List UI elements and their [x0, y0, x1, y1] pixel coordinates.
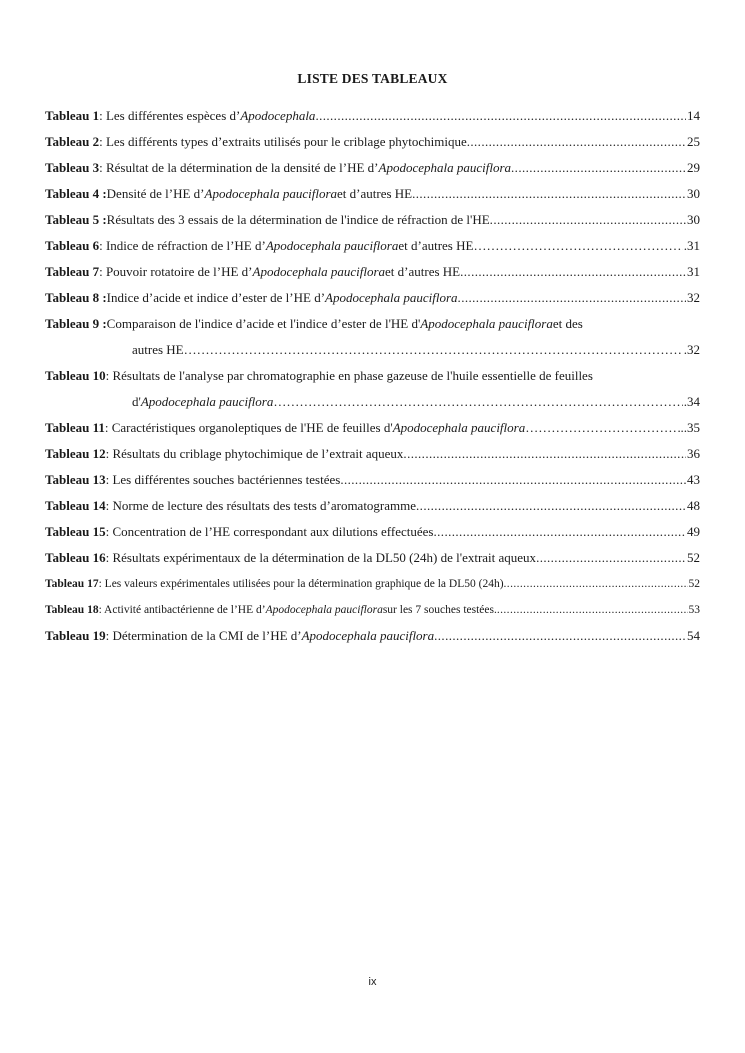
entry-label: Tableau 7: [45, 264, 100, 279]
entry-page-number: 48: [687, 498, 700, 513]
species-name: Apodocephala pauciflora: [325, 290, 458, 305]
entry-page-number: .32: [683, 342, 700, 357]
entry-label: Tableau 6: [45, 238, 100, 253]
entry-text: : Résultats expérimentaux de la détermination de la DL50 (24h) de l'extrait aqueux: [105, 550, 537, 565]
dot-leader: [536, 548, 686, 568]
toc-entry: [45, 444, 700, 470]
entry-text: : Indice de réfraction de l’HE d’: [99, 238, 266, 253]
entry-label: Tableau 18: [45, 604, 99, 616]
entry-text: et d’autres HE: [337, 186, 413, 201]
species-name: Apodocephala pauciflora: [392, 420, 526, 435]
entry-text: autres HE: [132, 342, 184, 357]
toc-entry: [45, 132, 700, 158]
dot-leader: [458, 288, 686, 308]
toc-entry: [45, 522, 700, 548]
species-name: Apodocephala pauciflora: [265, 238, 399, 253]
dot-leader: [412, 184, 686, 204]
entry-text: : Résultats de l'analyse par chromatographie en phase gazeuse de l'huile essentielle de feuilles: [105, 368, 593, 383]
toc-entry: [45, 210, 700, 236]
toc-entry: [45, 236, 700, 262]
dot-leader: [434, 522, 687, 542]
entry-page-number: 43: [687, 472, 700, 487]
dot-leader: [184, 340, 683, 360]
entry-label: Tableau 14: [45, 498, 106, 513]
entry-label: Tableau 17: [45, 578, 99, 590]
entry-page-number: 54: [687, 628, 700, 643]
entry-label: Tableau 16: [45, 550, 106, 565]
entry-text: Densité de l’HE d’: [106, 186, 205, 201]
entry-label: Tableau 8 :: [45, 290, 107, 305]
entry-label: Tableau 10: [45, 368, 106, 383]
entry-text: sur les 7 souches testées.: [382, 604, 497, 616]
entry-text: et des: [552, 316, 583, 331]
entry-page-number: .34: [683, 394, 700, 409]
dot-leader: [460, 262, 686, 282]
entry-page-number: 25: [687, 134, 700, 149]
entry-label: Tableau 3: [45, 160, 100, 175]
species-name: Apodocephala pauciflora: [252, 264, 386, 279]
toc-entry: [45, 418, 700, 444]
species-name: Apodocephala pauciflora: [140, 394, 274, 409]
toc-entry-continuation: [45, 340, 700, 366]
species-name: Apodocephala pauciflora: [204, 186, 338, 201]
entry-text: : Les différentes souches bactériennes testées: [105, 472, 341, 487]
entry-text: : Détermination de la CMI de l’HE d’: [105, 628, 302, 643]
entry-page-number: 14: [687, 108, 700, 123]
entry-page-number: ..35: [680, 420, 700, 435]
entry-text: : Résultat de la détermination de la densité de l’HE d’: [99, 160, 379, 175]
toc-entry: [45, 574, 700, 600]
entry-page-number: 52: [688, 578, 700, 590]
entry-page-number: .31: [683, 238, 700, 253]
dot-leader: [525, 418, 679, 438]
entry-page-number: 31: [687, 264, 700, 279]
dot-leader: [467, 132, 686, 152]
species-name: Apodocephala pauciflora: [420, 316, 553, 331]
entry-page-number: 53: [688, 604, 700, 616]
dot-leader: [403, 444, 686, 464]
entry-page-number: 36: [687, 446, 700, 461]
toc-entry-continuation: [45, 392, 700, 418]
entry-page-number: 30: [687, 212, 700, 227]
table-list: [45, 106, 700, 652]
entry-label: Tableau 1: [45, 108, 100, 123]
dot-leader: [473, 236, 682, 256]
toc-entry: [45, 496, 700, 522]
entry-page-number: 49: [687, 524, 700, 539]
species-name: Apodocephala pauciflora: [265, 604, 383, 616]
entry-text: : Concentration de l’HE correspondant aux dilutions effectuées: [105, 524, 434, 539]
entry-label: Tableau 19: [45, 628, 106, 643]
toc-entry: [45, 470, 700, 496]
entry-text: : Les différents types d’extraits utilisés pour le criblage phytochimique: [99, 134, 467, 149]
toc-entry: [45, 314, 700, 340]
toc-entry: [45, 106, 700, 132]
dot-leader: [273, 392, 682, 412]
dot-leader: [497, 600, 688, 620]
dot-leader: [511, 158, 686, 178]
page-number: ix: [368, 976, 377, 988]
entry-page-number: 30: [687, 186, 700, 201]
entry-label: Tableau 13: [45, 472, 106, 487]
toc-entry: [45, 548, 700, 574]
species-name: Apodocephala pauciflora: [378, 160, 512, 175]
entry-label: Tableau 11: [45, 420, 105, 435]
entry-page-number: 29: [687, 160, 700, 175]
dot-leader: [340, 470, 686, 490]
toc-entry: [45, 158, 700, 184]
entry-page-number: 52: [687, 550, 700, 565]
species-name: Apodocephala: [240, 108, 316, 123]
entry-text: Résultats des 3 essais de la détermination de l'indice de réfraction de l'HE: [106, 212, 490, 227]
entry-text: : Résultats du criblage phytochimique de l’extrait aqueux: [105, 446, 404, 461]
dot-leader: [504, 574, 688, 594]
entry-text: d': [132, 394, 141, 409]
entry-text: et d’autres HE: [398, 238, 474, 253]
entry-text: Indice d’acide et indice d’ester de l’HE d’: [106, 290, 326, 305]
species-name: Apodocephala pauciflora: [301, 628, 435, 643]
toc-entry: [45, 366, 700, 392]
entry-label: Tableau 12: [45, 446, 106, 461]
entry-label: Tableau 15: [45, 524, 106, 539]
entry-page-number: 32: [687, 290, 700, 305]
toc-entry: [45, 288, 700, 314]
entry-text: : Les différentes espèces d’: [99, 108, 241, 123]
toc-entry: [45, 626, 700, 652]
page-title: LISTE DES TABLEAUX: [297, 71, 448, 86]
dot-leader: [490, 210, 686, 230]
entry-text: : Pouvoir rotatoire de l’HE d’: [99, 264, 253, 279]
toc-entry: [45, 600, 700, 626]
entry-text: : Activité antibactérienne de l’HE d’: [98, 604, 266, 616]
entry-label: Tableau 5 :: [45, 212, 107, 227]
entry-label: Tableau 2: [45, 134, 100, 149]
entry-text: Comparaison de l'indice d’acide et l'indice d’ester de l'HE d': [106, 316, 421, 331]
entry-text: : Les valeurs expérimentales utilisées pour la détermination graphique de la DL50 (24h): [98, 578, 504, 590]
toc-entry: [45, 262, 700, 288]
entry-label: Tableau 9 :: [45, 316, 107, 331]
dot-leader: [434, 626, 686, 646]
toc-entry: [45, 184, 700, 210]
entry-text: : Norme de lecture des résultats des tests d’aromatogramme: [105, 498, 417, 513]
dot-leader: [416, 496, 686, 516]
dot-leader: [315, 106, 686, 126]
entry-label: Tableau 4 :: [45, 186, 107, 201]
entry-text: : Caractéristiques organoleptiques de l'HE de feuilles d': [104, 420, 393, 435]
entry-text: et d’autres HE: [385, 264, 461, 279]
